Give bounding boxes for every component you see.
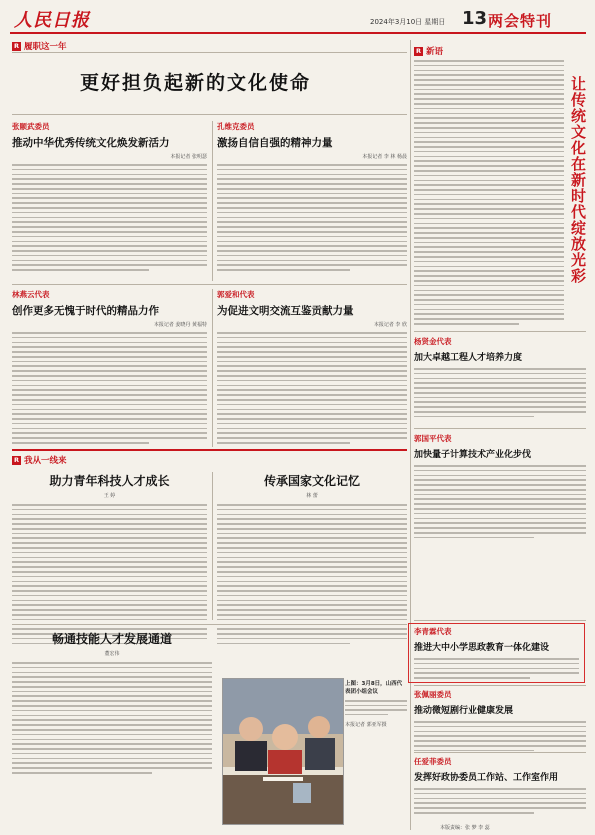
brief-title: 加大卓越工程人才培养力度: [414, 353, 523, 363]
brief-title: 推动微短剧行业健康发展: [414, 706, 514, 716]
section-tag-top: R 履职这一年: [13, 41, 67, 52]
brief-zhang: [414, 689, 586, 751]
article-title: 畅通技能人才发展通道: [51, 632, 172, 646]
brief-author: 杨贤金代表: [414, 337, 452, 346]
brief-title: 发挥好政协委员工作站、工作室作用: [414, 773, 559, 783]
article-guo: [217, 289, 407, 444]
masthead: [10, 4, 586, 34]
article-byline: 本报记者 李 林 杨晨: [362, 154, 407, 160]
article-title: 创作更多无愧于时代的精品力作: [12, 305, 159, 317]
photo-caption: [345, 680, 407, 728]
article-cultural-memory: [217, 472, 407, 644]
brief-body: [414, 788, 586, 814]
article-body: [12, 662, 212, 774]
article-title: 传承国家文化记忆: [263, 474, 360, 488]
photo-delegates-image: [223, 679, 343, 824]
brief-author: 张佩丽委员: [414, 690, 452, 699]
brief-title: 推进大中小学思政教育一体化建设: [414, 643, 550, 653]
article-author: 孔维克委员: [217, 122, 255, 131]
divider: [12, 624, 407, 625]
column-divider: [410, 40, 411, 830]
column-divider: [212, 121, 213, 281]
article-body: [12, 164, 207, 271]
divider: [12, 52, 407, 53]
article-byline: 董宏伟: [104, 651, 120, 657]
brief-body: [414, 658, 579, 679]
section-tag-right: R 新语: [415, 46, 444, 57]
article-byline: 本报记者 姜晓丹 黄福特: [153, 322, 207, 328]
tag-icon: R: [13, 41, 19, 50]
brief-title: 加快量子计算技术产业化步伐: [414, 450, 532, 460]
article-title: 助力青年科技人才成长: [49, 474, 170, 488]
photo-caption-body: [345, 700, 407, 715]
article-body: [217, 332, 407, 444]
article-byline: 本报记者 张明瑟: [170, 154, 207, 160]
article-kong: [217, 121, 407, 271]
brief-body: [414, 368, 586, 417]
article-byline: 王 婷: [103, 493, 116, 499]
issue-date: 2024年3月10日 星期日: [370, 18, 446, 26]
divider: [414, 752, 586, 753]
article-author: 郭爱和代表: [217, 290, 255, 299]
article-byline: 林 蕾: [306, 493, 318, 499]
section-title: 两会特刊: [488, 12, 553, 30]
brief-guo: [414, 433, 586, 538]
divider: [414, 331, 586, 332]
section-divider: [12, 449, 407, 451]
brief-ren: [414, 756, 586, 814]
brief-author: 郭国平代表: [414, 434, 452, 443]
page-editor-credit: 本版责编：张 梦 李 蕊: [440, 825, 490, 831]
page-headline: 更好担负起新的文化使命: [80, 72, 312, 94]
article-zhang: [12, 121, 207, 271]
article-lin: [12, 289, 207, 444]
article-youth-tech: [12, 472, 207, 644]
divider: [414, 428, 586, 429]
vertical-commentary-title: 让传统文化在新时代绽放光彩: [569, 76, 587, 284]
divider: [414, 620, 586, 621]
photo-caption-byline: 本报记者 郭亚军摄: [345, 722, 387, 729]
divider: [414, 685, 586, 686]
xinyu-body: [414, 60, 564, 325]
tag-icon: R: [13, 455, 19, 464]
article-body: [414, 60, 564, 325]
article-body: [217, 164, 407, 271]
brief-li: [414, 626, 579, 679]
article-author: 林燕云代表: [12, 290, 50, 299]
article-byline: 本报记者 李 欣: [373, 322, 407, 328]
divider: [12, 114, 407, 115]
news-photo: [222, 678, 344, 825]
brief-author: 李青霖代表: [414, 627, 452, 636]
newspaper-logo: 人民日报: [14, 10, 90, 31]
article-skills: [12, 630, 212, 774]
divider: [12, 284, 407, 285]
brief-body: [414, 721, 586, 751]
article-title: 激扬自信自强的精神力量: [217, 137, 333, 149]
column-divider: [212, 289, 213, 447]
column-divider: [212, 472, 213, 620]
section-tag-bottom: R 我从一线来: [13, 455, 67, 466]
brief-author: 任爱菲委员: [414, 757, 452, 766]
article-author: 张颐武委员: [12, 122, 50, 131]
brief-body: [414, 465, 586, 538]
article-title: 推动中华优秀传统文化焕发新活力: [12, 137, 170, 149]
article-title: 为促进文明交流互鉴贡献力量: [217, 305, 354, 317]
tag-icon: R: [415, 46, 421, 55]
article-body: [12, 332, 207, 444]
photo-caption-title: 上图：3月8日，山西代表团小组会议: [345, 681, 403, 695]
page-number: 13: [462, 8, 488, 29]
brief-yang: [414, 336, 586, 417]
